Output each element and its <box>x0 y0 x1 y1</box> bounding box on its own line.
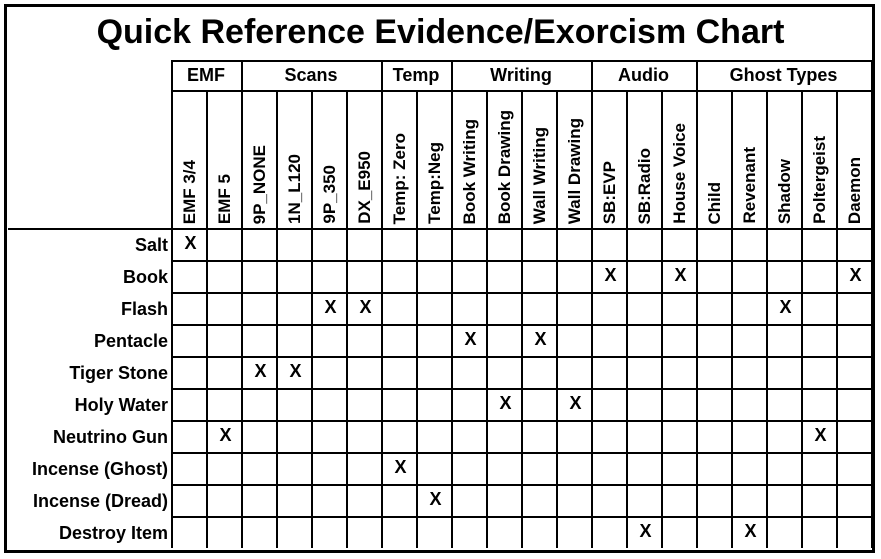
column-header <box>558 92 591 226</box>
column-header <box>313 92 346 226</box>
row-label: Salt <box>134 235 168 255</box>
column-header <box>243 92 276 226</box>
cell-mark: X <box>324 297 337 317</box>
cell-mark: X <box>184 233 197 253</box>
column-header-label: 9P_NONE <box>249 144 269 224</box>
column-header-label: Wall Writing <box>529 126 549 224</box>
row-label: Tiger Stone <box>69 363 168 383</box>
cell-mark: X <box>359 297 372 317</box>
column-header <box>208 92 241 226</box>
column-header-label: Book Drawing <box>494 109 514 224</box>
cell-mark: X <box>639 521 652 541</box>
cell-mark: X <box>744 521 757 541</box>
column-header <box>523 92 556 226</box>
column-header-label: Daemon <box>844 156 864 224</box>
group-header: EMF <box>187 65 225 85</box>
column-header <box>733 92 766 226</box>
column-header <box>838 92 871 226</box>
column-header-label: House Voice <box>669 123 689 224</box>
cell-mark: X <box>534 329 547 349</box>
column-header <box>698 92 731 226</box>
chart-title: Quick Reference Evidence/Exorcism Chart <box>96 13 785 51</box>
cell-mark: X <box>674 265 687 285</box>
column-header <box>768 92 801 226</box>
column-header-label: Wall Drawing <box>564 117 584 224</box>
cell-mark: X <box>779 297 792 317</box>
row-label: Neutrino Gun <box>53 427 168 447</box>
grid-hline <box>171 484 874 486</box>
column-header-label: 1N_L120 <box>284 154 304 224</box>
column-header-label: Book Writing <box>459 118 479 224</box>
grid-hline <box>171 452 874 454</box>
column-header-label: SB:EVP <box>599 160 619 224</box>
cell-mark: X <box>604 265 617 285</box>
cell-mark: X <box>569 393 582 413</box>
group-header: Temp <box>392 65 440 85</box>
cell-mark: X <box>429 489 442 509</box>
column-header <box>173 92 206 226</box>
row-label: Flash <box>120 299 168 319</box>
grid-vline <box>871 60 873 548</box>
grid-hline <box>171 516 874 518</box>
row-label: Destroy Item <box>58 523 168 543</box>
column-header <box>383 92 416 226</box>
column-header-label: Shadow <box>774 158 794 224</box>
group-header: Scans <box>284 65 338 85</box>
cell-mark: X <box>219 425 232 445</box>
cell-mark: X <box>814 425 827 445</box>
column-header <box>348 92 381 226</box>
column-header-label: EMF 3/4 <box>179 159 199 224</box>
cell-mark: X <box>464 329 477 349</box>
row-label: Pentacle <box>93 331 168 351</box>
column-header <box>488 92 521 226</box>
column-header <box>663 92 696 226</box>
column-header-label: Temp:Neg <box>424 142 444 224</box>
column-header-label: Child <box>704 181 724 224</box>
column-header <box>803 92 836 226</box>
row-label: Incense (Dread) <box>32 491 168 511</box>
column-header-label: Temp: Zero <box>389 132 409 224</box>
cell-mark: X <box>499 393 512 413</box>
column-header-label: Poltergeist <box>809 136 829 224</box>
column-header <box>278 92 311 226</box>
grid-hline <box>171 420 874 422</box>
cell-mark: X <box>254 361 267 381</box>
column-header-label: DX_E950 <box>354 151 374 224</box>
group-header: Writing <box>490 65 552 85</box>
column-header-label: SB:Radio <box>634 147 654 224</box>
group-header: Ghost Types <box>729 65 838 85</box>
column-header-label: 9P_350 <box>319 165 339 224</box>
row-label: Incense (Ghost) <box>31 459 168 479</box>
column-header-label: Revenant <box>739 147 759 224</box>
column-header <box>593 92 626 226</box>
grid-hline <box>171 260 874 262</box>
group-header: Audio <box>618 65 669 85</box>
row-label: Book <box>123 267 168 287</box>
cell-mark: X <box>289 361 302 381</box>
column-header <box>418 92 451 226</box>
column-header <box>628 92 661 226</box>
column-header <box>453 92 486 226</box>
row-label: Holy Water <box>74 395 168 415</box>
cell-mark: X <box>849 265 862 285</box>
cell-mark: X <box>394 457 407 477</box>
column-header-label: EMF 5 <box>214 173 234 224</box>
